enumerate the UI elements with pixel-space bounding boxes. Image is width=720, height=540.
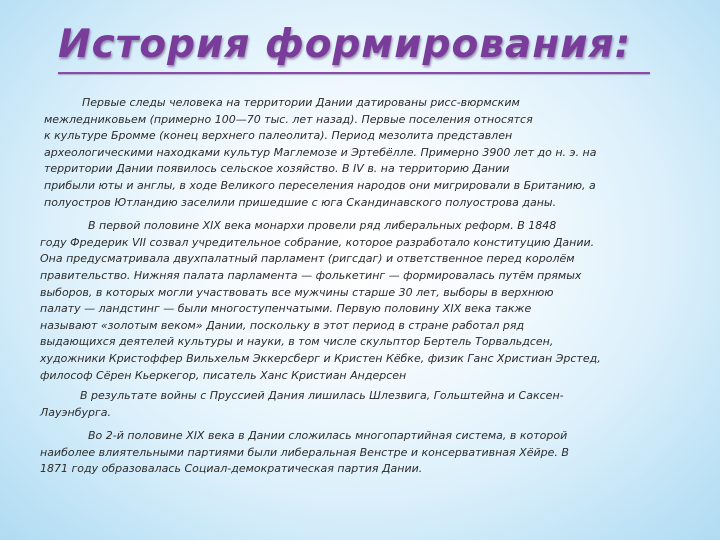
paragraph-early-history	[44, 95, 690, 211]
text-line: году Фредерик VII созвал учредительное собрание, которое разработало конституцию Дании.	[40, 235, 595, 249]
text-line: Она предусматривала двухпалатный парламент (ригсдаг) и ответственное перед королём	[40, 252, 575, 266]
paragraph-prussian-war	[40, 388, 690, 421]
text-line: В результате войны с Пруссией Дания лишилась Шлезвига, Гольштейна и Саксен-	[80, 389, 564, 403]
text-line: палату — ландстинг — были многоступенчатыми. Первую половину XIX века также	[40, 302, 532, 316]
slide-title: История формирования:	[58, 22, 632, 67]
paragraph-19th-century-reforms	[40, 218, 690, 384]
text-line: археологическими находками культур Маглемозе и Эртебёлле. Примерно 3900 лет до н. э. на	[44, 145, 597, 159]
text-line: выдающихся деятелей культуры и науки, в том числе скульптор Бертель Торвальдсен,	[40, 335, 554, 349]
text-line: межледниковьем (примерно 100—70 тыс. лет назад). Первые поселения относятся	[44, 112, 533, 126]
text-line: полуостров Ютландию заселили пришедшие с юга Скандинавского полуострова даны.	[44, 195, 557, 209]
text-line: наиболее влиятельными партиями были либеральная Венстре и консервативная Хёйре. В	[40, 445, 569, 459]
text-line: прибыли юты и англы, в ходе Великого переселения народов они мигрировали в Британию, а	[44, 178, 596, 192]
text-line: В первой половине XIX века монархи провели ряд либеральных реформ. В 1848	[88, 219, 557, 233]
text-line: Первые следы человека на территории Дании датированы рисс-вюрмским	[82, 96, 520, 109]
text-line: философ Сёрен Кьеркегор, писатель Ханс Кристиан Андерсен	[40, 368, 407, 382]
paragraph-multiparty-system	[40, 428, 690, 478]
text-line: выборов, в которых могли участвовать все мужчины старше 30 лет, выборы в верхнюю	[40, 285, 554, 299]
text-line: к культуре Бромме (конец верхнего палеолита). Период мезолита представлен	[44, 129, 513, 143]
text-line: территории Дании появилось сельское хозяйство. В IV в. на территорию Дании	[44, 162, 510, 176]
text-line: 1871 году образовалась Социал-демократическая партия Дании.	[40, 462, 423, 476]
text-line: художники Кристоффер Вильхельм Эккерсберг и Кристен Кёбке, физик Ганс Христиан Эрстед,	[40, 351, 601, 365]
title-underline	[58, 72, 650, 74]
text-line: Во 2-й половине XIX века в Дании сложилась многопартийная система, в которой	[88, 429, 568, 443]
text-line: правительство. Нижняя палата парламента — фолькетинг — формировалась путём прямых	[40, 268, 582, 282]
text-line: называют «золотым веком» Дании, поскольку в этот период в стране работал ряд	[40, 318, 525, 332]
text-line: Лауэнбурга.	[40, 405, 112, 419]
slide-body	[40, 95, 690, 478]
